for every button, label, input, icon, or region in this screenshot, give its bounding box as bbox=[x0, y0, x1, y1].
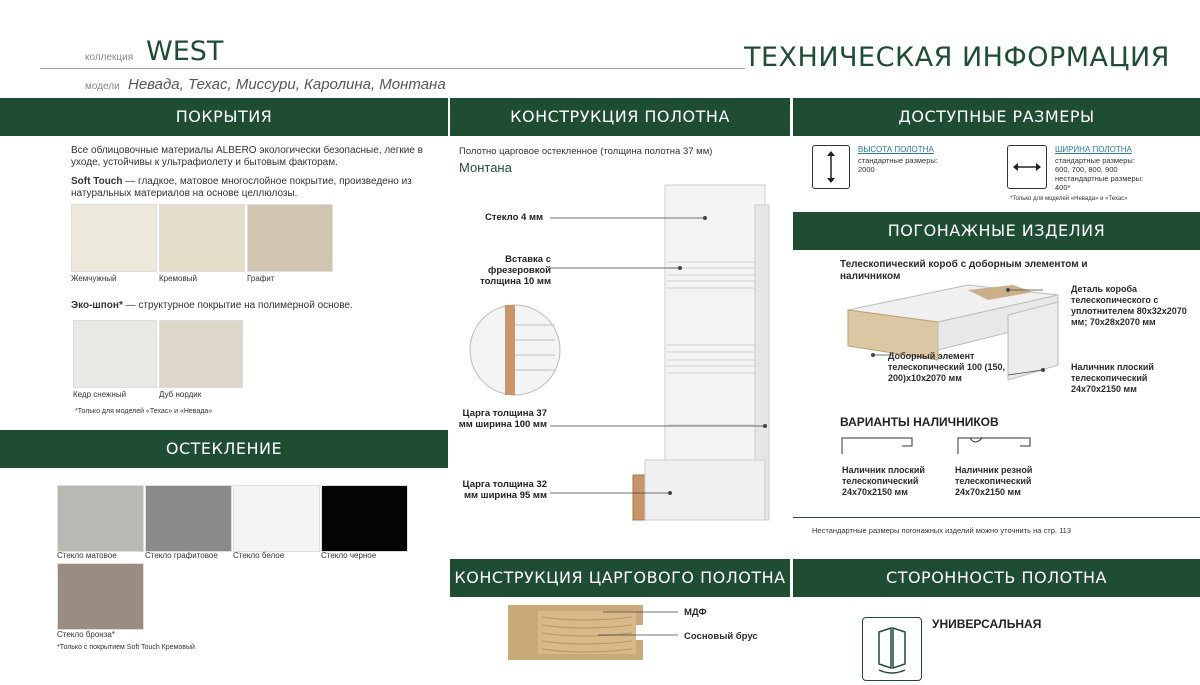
soft-touch-desc bbox=[71, 176, 446, 200]
collection-name: WEST bbox=[146, 36, 224, 67]
width-nonstd-label: нестандартные размеры: bbox=[1055, 174, 1144, 183]
mouldings-header: ПОГОНАЖНЫЕ ИЗДЕЛИЯ bbox=[793, 212, 1200, 250]
color-swatch bbox=[159, 320, 243, 388]
soft-touch-name: Soft Touch bbox=[71, 176, 123, 187]
casing-profiles bbox=[840, 436, 1040, 458]
label-glass: Стекло 4 мм bbox=[485, 212, 543, 223]
width-nonstd-values: 400* bbox=[1055, 183, 1071, 192]
height-std-label: стандартные размеры: bbox=[858, 156, 938, 165]
construction-model: Монтана bbox=[459, 160, 512, 175]
height-icon bbox=[812, 145, 850, 189]
color-swatch bbox=[159, 204, 245, 272]
glazing-header: ОСТЕКЛЕНИЕ bbox=[0, 430, 448, 468]
variants-title: ВАРИАНТЫ НАЛИЧНИКОВ bbox=[840, 415, 999, 429]
width-title: ШИРИНА ПОЛОТНА bbox=[1055, 145, 1132, 154]
mouldings-divider bbox=[793, 517, 1200, 518]
label-rail-32: Царга толщина 32 мм ширина 95 мм bbox=[462, 479, 547, 501]
color-swatch bbox=[247, 204, 333, 272]
eco-desc bbox=[71, 300, 446, 312]
color-swatch bbox=[57, 485, 144, 552]
collection-prefix: коллекция bbox=[85, 52, 134, 63]
color-swatch bbox=[57, 563, 144, 630]
width-info bbox=[1055, 156, 1143, 192]
construction-subtitle: Полотно царговое остекленное (толщина полотна 37 мм) bbox=[459, 146, 713, 157]
models-prefix: модели bbox=[85, 81, 120, 92]
handing-header: СТОРОННОСТЬ ПОЛОТНА bbox=[793, 559, 1200, 597]
color-swatch bbox=[73, 320, 157, 388]
label-pine: Сосновый брус bbox=[684, 631, 758, 642]
swatch-caption: Стекло черное bbox=[321, 551, 377, 560]
box-title: Телескопический короб с доборным элементом и наличником bbox=[840, 259, 1088, 282]
swatch-caption: Кремовый bbox=[159, 274, 197, 283]
box-detail-label: Деталь короба телескопического с уплотнителем 80x32x2070 мм; 70x28x2070 мм bbox=[1071, 284, 1187, 327]
eco-note: *Только для моделей «Техас» и «Невада» bbox=[75, 408, 213, 415]
eco-name: Эко-шпон* bbox=[71, 300, 123, 311]
swatch-caption: Жемчужный bbox=[71, 274, 117, 283]
flat-casing-label: Наличник плоский телескопический 24x70x2150 мм bbox=[1071, 362, 1154, 394]
color-swatch bbox=[321, 485, 408, 552]
color-swatch bbox=[145, 485, 232, 552]
page-title: ТЕХНИЧЕСКАЯ ИНФОРМАЦИЯ bbox=[744, 42, 1170, 73]
sizes-note: *Только для моделей «Невада» и «Техас» bbox=[1010, 196, 1128, 202]
eco-text: — структурное покрытие на полимерной основе. bbox=[125, 300, 353, 311]
rail-construction-header: КОНСТРУКЦИЯ ЦАРГОВОГО ПОЛОТНА bbox=[450, 559, 790, 597]
construction-header: КОНСТРУКЦИЯ ПОЛОТНА bbox=[450, 98, 790, 136]
rail-section-diagram bbox=[508, 605, 688, 660]
coatings-header: ПОКРЫТИЯ bbox=[0, 98, 448, 136]
variant-flat: Наличник плоский телескопический 24x70x2150 мм bbox=[842, 465, 925, 497]
width-std-values: 600, 700, 800, 900 bbox=[1055, 165, 1118, 174]
color-swatch bbox=[233, 485, 320, 552]
label-mdf: МДФ bbox=[684, 607, 707, 618]
models-list: Невада, Техас, Миссури, Каролина, Монтана bbox=[128, 76, 446, 93]
swatch-caption: Кедр снежный bbox=[73, 390, 127, 399]
coatings-intro: Все облицовочные материалы ALBERO экологически безопасные, легкие в уходе, устойчивы к ультрафиолету и бытовым факторам. bbox=[71, 145, 423, 168]
swatch-caption: Стекло белое bbox=[233, 551, 285, 560]
height-info bbox=[858, 156, 938, 174]
soft-touch-text: — гладкое, матовое многослойное покрытие, произведено из натуральных материалов на основе целлюлозы. bbox=[71, 176, 412, 199]
handing-value: УНИВЕРСАЛЬНАЯ bbox=[932, 617, 1042, 631]
width-icon bbox=[1007, 145, 1047, 189]
glazing-note: *Только с покрытием Soft Touch Кремовый bbox=[57, 644, 195, 651]
variant-carved: Наличник резной телескопический 24x70x2150 мм bbox=[955, 465, 1033, 497]
swatch-caption: Стекло бронза* bbox=[57, 630, 115, 639]
extension-label: Доборный элемент телескопический 100 (150, 200)x10x2070 мм bbox=[888, 351, 1005, 383]
header-divider bbox=[40, 68, 745, 69]
mouldings-note: Нестандартные размеры погонажных изделий можно уточнить на стр. 113 bbox=[812, 526, 1072, 535]
color-swatch bbox=[71, 204, 157, 272]
swatch-caption: Дуб нордик bbox=[159, 390, 202, 399]
label-rail-37: Царга толщина 37 мм ширина 100 мм bbox=[458, 408, 547, 430]
swatch-caption: Графит bbox=[247, 274, 275, 283]
swatch-caption: Стекло графитовое bbox=[145, 551, 218, 560]
door-handing-icon bbox=[862, 617, 922, 681]
height-std-values: 2000 bbox=[858, 165, 875, 174]
sizes-header: ДОСТУПНЫЕ РАЗМЕРЫ bbox=[793, 98, 1200, 136]
door-diagram bbox=[455, 180, 785, 525]
label-insert: Вставка с фрезеровкой толщина 10 мм bbox=[480, 254, 551, 287]
width-std-label: стандартные размеры: bbox=[1055, 156, 1135, 165]
swatch-caption: Стекло матовое bbox=[57, 551, 117, 560]
height-title: ВЫСОТА ПОЛОТНА bbox=[858, 145, 934, 154]
